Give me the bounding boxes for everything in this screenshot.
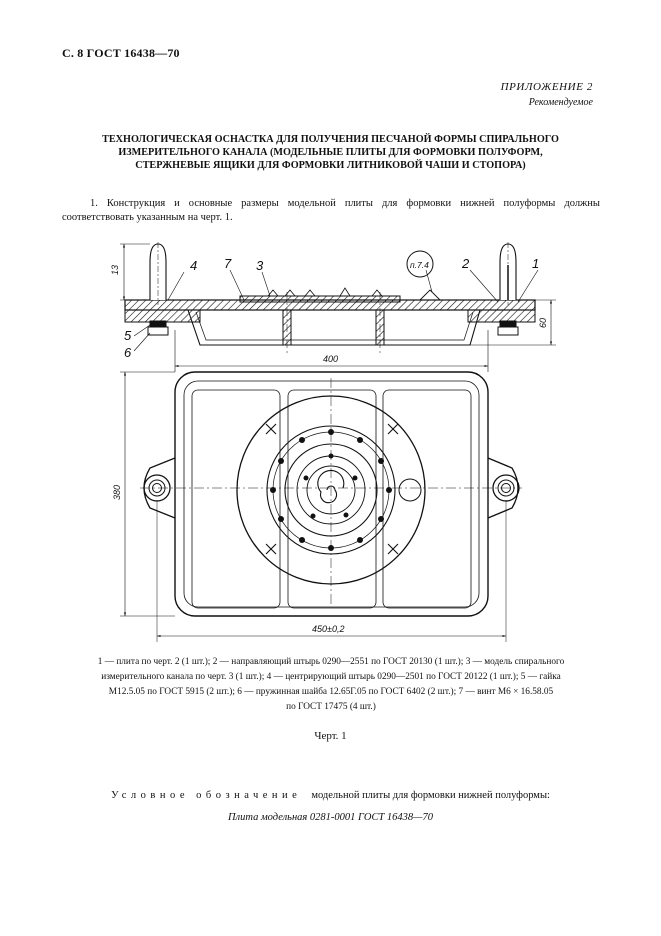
figure-caption: Черт. 1	[314, 730, 347, 742]
paragraph-1: 1. Конструкция и основные размеры модельной плиты для формовки нижней полуформы должны соответствовать указанным на черт. 1.	[62, 198, 600, 223]
note-ref: п.7.4	[410, 260, 429, 270]
legend	[75, 655, 587, 715]
page-header: С. 8 ГОСТ 16438—70	[62, 46, 180, 60]
title-line: ТЕХНОЛОГИЧЕСКАЯ ОСНАСТКА ДЛЯ ПОЛУЧЕНИЯ ПЕСЧАНОЙ ФОРМЫ СПИРАЛЬНОГО	[102, 134, 559, 145]
designation-value: Плита модельная 0281-0001 ГОСТ 16438—70	[227, 812, 434, 823]
plan-view	[120, 372, 522, 642]
callout-7: 7	[224, 256, 232, 271]
callout-3: 3	[256, 258, 264, 273]
legend-line: 1 — плита по черт. 2 (1 шт.); 2 — направляющий штырь 0290—2551 по ГОСТ 20130 (1 шт.); 3 — модель спирального	[97, 657, 565, 667]
dim-380: 380	[112, 484, 122, 500]
legend-line: измерительного канала по черт. 3 (1 шт.); 4 — центрирующий штырь 0290—2501 по ГОСТ 20122 (1 шт.); 5 — гайка	[101, 672, 561, 682]
callout-6: 6	[124, 345, 132, 360]
designation-label: Условное обозначение	[111, 790, 302, 801]
callout-1: 1	[532, 256, 540, 271]
designation-line	[0, 790, 661, 801]
section-view	[120, 242, 556, 372]
legend-line: М12.5.05 по ГОСТ 5915 (2 шт.); 6 — пружинная шайба 12.65Г.05 по ГОСТ 6402 (2 шт.); 7 — винт М6 × 16.58.05	[108, 687, 554, 697]
appendix-subtitle: Рекомендуемое	[528, 97, 593, 108]
callout-4: 4	[190, 258, 198, 273]
title-line: ИЗМЕРИТЕЛЬНОГО КАНАЛА (МОДЕЛЬНЫЕ ПЛИТЫ ДЛЯ ФОРМОВКИ ПОЛУФОРМ,	[118, 147, 543, 158]
callout-2: 2	[462, 256, 470, 271]
appendix-title: ПРИЛОЖЕНИЕ 2	[500, 81, 593, 93]
designation-text: модельной плиты для формовки нижней полуформы:	[311, 790, 550, 801]
dim-13: 13	[110, 264, 120, 275]
legend-line: по ГОСТ 17475 (4 шт.)	[286, 702, 376, 712]
dim-400: 400	[323, 354, 339, 364]
title-line: СТЕРЖНЕВЫЕ ЯЩИКИ ДЛЯ ФОРМОВКИ ЛИТНИКОВОЙ ЧАШИ И СТОПОРА)	[135, 160, 526, 171]
dim-60: 60	[538, 317, 548, 328]
callout-5: 5	[124, 328, 132, 343]
dim-450: 450±0,2	[312, 624, 345, 634]
